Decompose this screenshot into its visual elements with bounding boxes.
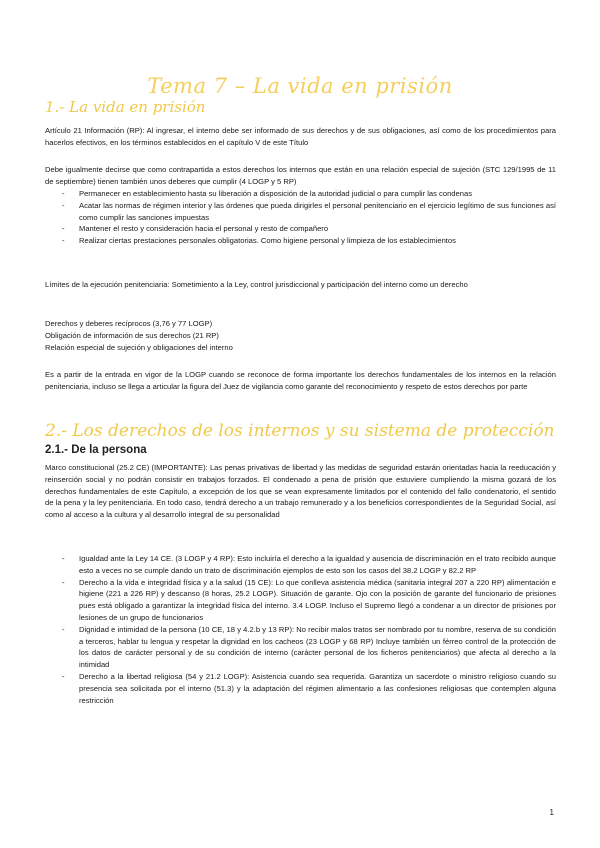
list-item: - Permanecer en establecimiento hasta su liberación a disposición de la autoridad judicial o para cumplir las condenas [62, 188, 556, 200]
paragraph-logp [45, 369, 556, 393]
paragraph-constitutional [45, 462, 556, 521]
references-list [45, 318, 556, 353]
paragraph-text: Debe igualmente decirse que como contrapartida a estos derechos los internos que están en una relación especial de sujeción (STC 129/1995 de 11 de septiembre) tienen también unos deberes que cumplir (4 LOGP y 5 RP) [45, 165, 556, 186]
list-item: - Mantener el resto y consideración hacia el personal y resto de compañero [62, 223, 556, 235]
paragraph-text: Marco constitucional (25.2 CE) (IMPORTANTE): Las penas privativas de libertad y las medidas de seguridad estarán orientadas hacia la reeducación y reinserción social y no podrán consistir en trabajos forzados. El condenado a pena de prisión que estuviere cumpliendo la misma gozará de los derechos fundamentales de este Capítulo, a excepción de los que se vean expresamente limitados por el contenido del fallo condenatorio, el sentido de la pena y la ley penitenciaria. En todo caso, tendrá derecho a un trabajo remunerado y a los beneficios correspondientes de la Seguridad Social, así como al acceso a la cultura y al desarrollo integral de su personalidad [45, 463, 556, 520]
list-item: - Realizar ciertas prestaciones personales obligatorias. Como higiene personal y limpieza de los establecimientos [62, 235, 556, 247]
rights-list [62, 553, 556, 706]
reference-line: Obligación de información de sus derechos (21 RP) [45, 330, 219, 340]
document-title: Tema 7 – La vida en prisión [147, 74, 453, 98]
list-item: - Derecho a la vida e integridad física y a la salud (15 CE): Lo que conlleva asistencia médica (sanitaria integral 207 a 220 RP) alimentación e higiene (221 a 226 RP) y descanso (8 horas, 25.2 LOGP). Situación de garante. Ojo con la posición de garante del funcionario de prisiones pues está obligado a garantizar la integridad física del interno. 3.4 LOGP. Incluso el Supremo llegó a condenar a un director de prisiones por lesiones de un grupo de funcionarios [62, 577, 556, 624]
duties-list [62, 188, 556, 247]
paragraph-duties-intro [45, 164, 556, 188]
reference-line: Relación especial de sujeción y obligaciones del interno [45, 342, 233, 352]
section-heading-2: 2.- Los derechos de los internos y su sistema de protección [45, 421, 555, 441]
list-item: - Dignidad e intimidad de la persona (10 CE, 18 y 4.2.b y 13 RP): No recibir malos tratos ser nombrado por tu nombre, reserva de su condición a terceros, hablar tu lengua y respetar la dignidad en los cacheos (23 LOGP y 68 RP) Incluye también un férreo control de la protección de los datos de carácter personal y de su condición de interno (carácter personal de los ficheros penitenciarios) que afecta al derecho a la intimidad [62, 624, 556, 671]
paragraph-text: Artículo 21 Información (RP): Al ingresar, el interno debe ser informado de sus derechos y de sus obligaciones, así como de los procedimientos para hacerlos efectivos, en los términos establecidos en el capítulo V de este Título [45, 126, 556, 147]
subsection-heading: 2.1.- De la persona [45, 444, 147, 456]
page-number: 1 [549, 808, 554, 817]
paragraph-text: Límites de la ejecución penitenciaria: Sometimiento a la Ley, control jurisdiccional y participación del interno como un derecho [45, 280, 468, 289]
paragraph-text: Es a partir de la entrada en vigor de la LOGP cuando se reconoce de forma importante los derechos fundamentales de los internos en la relación penitenciaria, incluso se llega a articular la figura del Juez de vigilancia como garante del reconocimiento y respeto de estos derechos por parte [45, 370, 556, 391]
reference-line: Derechos y deberes recíprocos (3,76 y 77 LOGP) [45, 319, 213, 328]
paragraph-info [45, 125, 556, 149]
paragraph-limits [45, 279, 556, 291]
section-heading-1: 1.- La vida en prisión [45, 98, 206, 116]
list-item: - Derecho a la libertad religiosa (54 y 21.2 LOGP): Asistencia cuando sea requerida. Garantiza un sacerdote o ministro religioso cuando su presencia sea solicitada por el interno (51.3) y la adaptación del régimen alimentario a las confesiones religiosas que contemplen alguna restricción [62, 671, 556, 706]
list-item: - Igualdad ante la Ley 14 CE. (3 LOGP y 4 RP): Esto incluiría el derecho a la igualdad y ausencia de discriminación en el trato recibido aunque esto a veces no se cumple dando un trato de discriminación ejemplos de esto son los casos del 38.2 LOGP y 82.2 RP [62, 553, 556, 577]
list-item: - Acatar las normas de régimen interior y las órdenes que pueda dirigirles el personal penitenciario en el ejercicio legítimo de sus funciones así como cumplir las sanciones impuestas [62, 200, 556, 224]
